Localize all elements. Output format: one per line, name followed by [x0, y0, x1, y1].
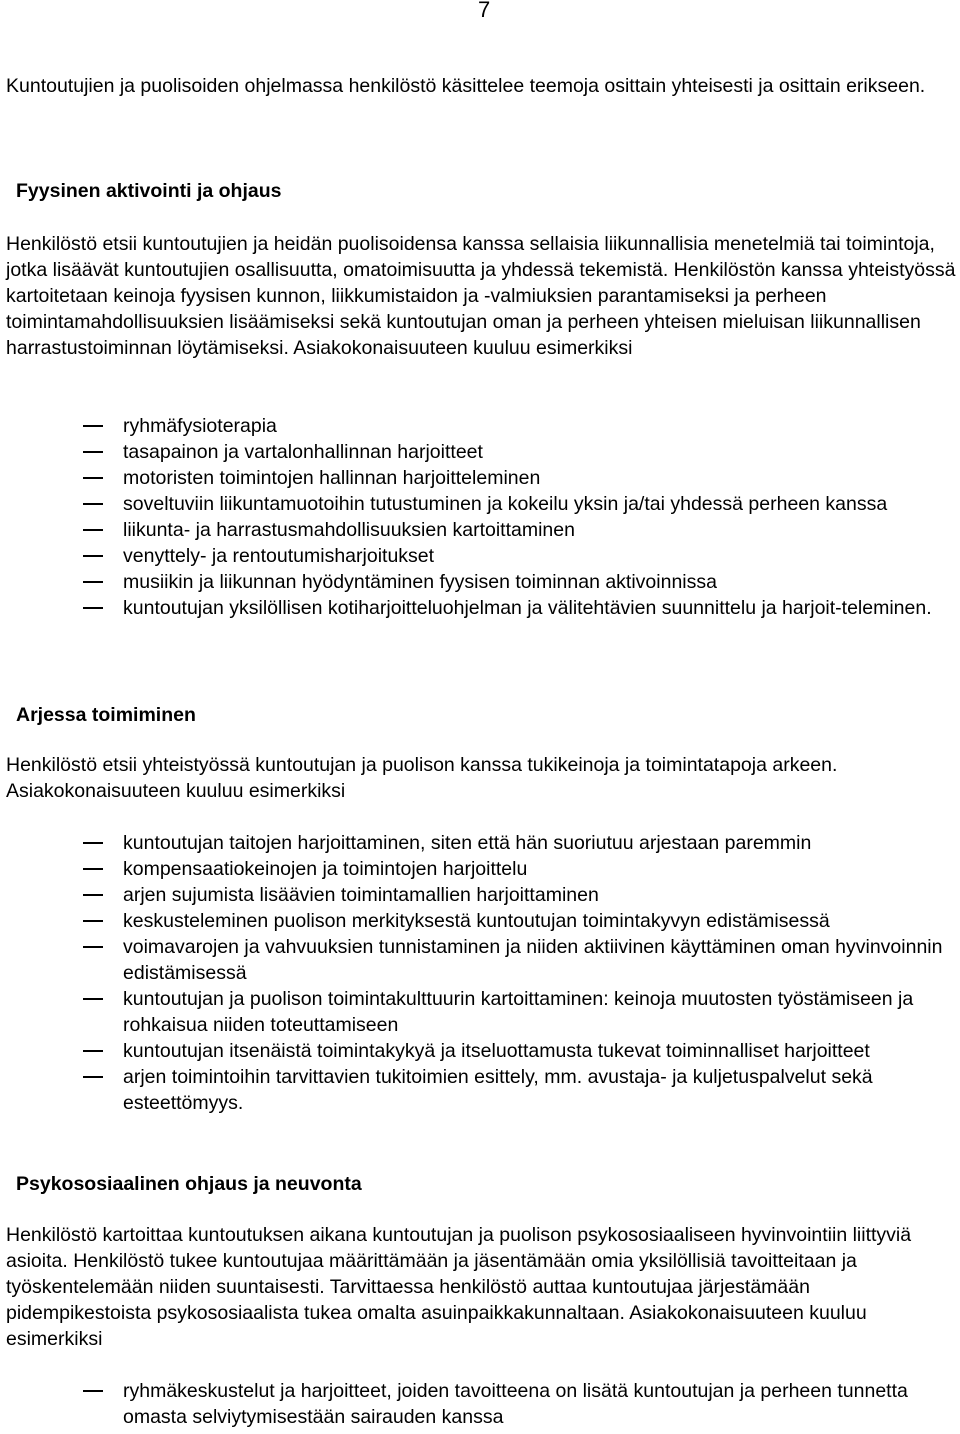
dash-bullet: [83, 868, 103, 870]
list-item-text: soveltuviin liikuntamuotoihin tutustuminen ja kokeilu yksin ja/tai yhdessä perheen kanssa: [123, 493, 888, 515]
dash-bullet: [83, 946, 103, 948]
dash-bullet: [83, 1390, 103, 1392]
list-item-text: kompensaatiokeinojen ja toimintojen harjoittelu: [123, 858, 528, 880]
dash-bullet: [83, 998, 103, 1000]
list-item-text: keskusteleminen puolison merkityksestä kuntoutujan toimintakyvyn edistämisessä: [123, 910, 830, 932]
list-item-text: kuntoutujan yksilöllisen kotiharjoitteluohjelman ja välitehtävien suunnittelu ja harjoit-teleminen.: [123, 597, 932, 619]
daily-life-examples-list: [0, 830, 952, 1116]
list-item: [0, 543, 952, 569]
dash-bullet: [83, 1050, 103, 1052]
dash-bullet: [83, 451, 103, 453]
section-heading-psychosocial: Psykososiaalinen ohjaus ja neuvonta: [16, 1173, 362, 1195]
list-item: [0, 908, 952, 934]
dash-bullet: [83, 920, 103, 922]
list-item-text: ryhmäkeskustelut ja harjoitteet, joiden tavoitteena on lisätä kuntoutujan ja perheen tunnetta omasta selviytymisestään sairauden kanssa: [123, 1380, 908, 1428]
list-item-text: tasapainon ja vartalonhallinnan harjoitteet: [123, 441, 483, 463]
psychosocial-examples-list: [0, 1378, 952, 1430]
list-item: [0, 1038, 952, 1064]
list-item: [0, 465, 952, 491]
dash-bullet: [83, 477, 103, 479]
list-item: [0, 830, 952, 856]
list-item: [0, 986, 952, 1038]
section-heading-physical: Fyysinen aktivointi ja ohjaus: [16, 180, 282, 202]
list-item-text: kuntoutujan itsenäistä toimintakykyä ja itseluottamusta tukevat toiminnalliset harjoitteet: [123, 1040, 870, 1062]
dash-bullet: [83, 503, 103, 505]
list-item: [0, 882, 952, 908]
section-paragraph-physical: Henkilöstö etsii kuntoutujien ja heidän puolisoidensa kanssa sellaisia liikunnallisia menetelmiä tai toimintoja, jotka lisäävät kuntoutujien osallisuutta, omatoimisuutta ja yhdessä tekemistä. Henkilöstön kanssa yhteistyössä kartoitetaan keinoja fyysisen kunnon, liikkumistaidon ja -valmiuksien parantamiseksi ja perheen toimintamahdollisuuksien lisäämiseksi sekä kuntoutujan oman ja perheen yhteisen mieluisan liikunnallisen harrastustoiminnan löytämiseksi. Asiakokonaisuuteen kuuluu esimerkiksi: [6, 233, 956, 359]
dash-bullet: [83, 555, 103, 557]
intro-paragraph: Kuntoutujien ja puolisoiden ohjelmassa henkilöstö käsittelee teemoja osittain yhteisesti ja osittain erikseen.: [6, 75, 926, 97]
list-item: [0, 569, 952, 595]
dash-bullet: [83, 1076, 103, 1078]
list-item: [0, 595, 952, 621]
section-paragraph-psychosocial: Henkilöstö kartoittaa kuntoutuksen aikana kuntoutujan ja puolison psykososiaaliseen hyvinvointiin liittyviä asioita. Henkilöstö tukee kuntoutujaa määrittämään ja jäsentämään omia yksilöllisiä tavoitteitaan ja työskentelemään niiden suuntaisesti. Tarvittaessa henkilöstö auttaa kuntoutujaa järjestämään pidempikestoista psykososiaalista tukea omalta asuinpaikkakunnaltaan. Asiakokonaisuuteen kuuluu esimerkiksi: [6, 1224, 912, 1350]
list-item: [0, 413, 952, 439]
page-number: 7: [478, 0, 491, 22]
list-item: [0, 491, 952, 517]
list-item: [0, 856, 952, 882]
list-item-text: ryhmäfysioterapia: [123, 415, 277, 437]
list-item-text: liikunta- ja harrastusmahdollisuuksien kartoittaminen: [123, 519, 575, 541]
dash-bullet: [83, 894, 103, 896]
list-item: [0, 517, 952, 543]
list-item: [0, 439, 952, 465]
dash-bullet: [83, 425, 103, 427]
list-item-text: arjen sujumista lisäävien toimintamallien harjoittaminen: [123, 884, 599, 906]
list-item: [0, 1064, 952, 1116]
list-item-text: voimavarojen ja vahvuuksien tunnistaminen ja niiden aktiivinen käyttäminen oman hyvinvoinnin edistämisessä: [123, 936, 943, 984]
dash-bullet: [83, 607, 103, 609]
dash-bullet: [83, 529, 103, 531]
dash-bullet: [83, 842, 103, 844]
section-heading-daily-life: Arjessa toimiminen: [16, 704, 196, 726]
list-item-text: musiikin ja liikunnan hyödyntäminen fyysisen toiminnan aktivoinnissa: [123, 571, 717, 593]
list-item-text: venyttely- ja rentoutumisharjoitukset: [123, 545, 435, 567]
list-item-text: kuntoutujan taitojen harjoittaminen, siten että hän suoriutuu arjestaan paremmin: [123, 832, 812, 854]
list-item-text: arjen toimintoihin tarvittavien tukitoimien esittely, mm. avustaja- ja kuljetuspalvelut sekä esteettömyys.: [123, 1066, 873, 1114]
list-item-text: kuntoutujan ja puolison toimintakulttuurin kartoittaminen: keinoja muutosten työstämiseen ja rohkaisua niiden toteuttamiseen: [123, 988, 914, 1036]
dash-bullet: [83, 581, 103, 583]
list-item: [0, 934, 952, 986]
list-item: [0, 1378, 952, 1430]
list-item-text: motoristen toimintojen hallinnan harjoitteleminen: [123, 467, 541, 489]
section-paragraph-daily-life: Henkilöstö etsii yhteistyössä kuntoutujan ja puolison kanssa tukikeinoja ja toimintatapoja arkeen. Asiakokonaisuuteen kuuluu esimerkiksi: [6, 754, 838, 802]
physical-examples-list: [0, 413, 952, 621]
